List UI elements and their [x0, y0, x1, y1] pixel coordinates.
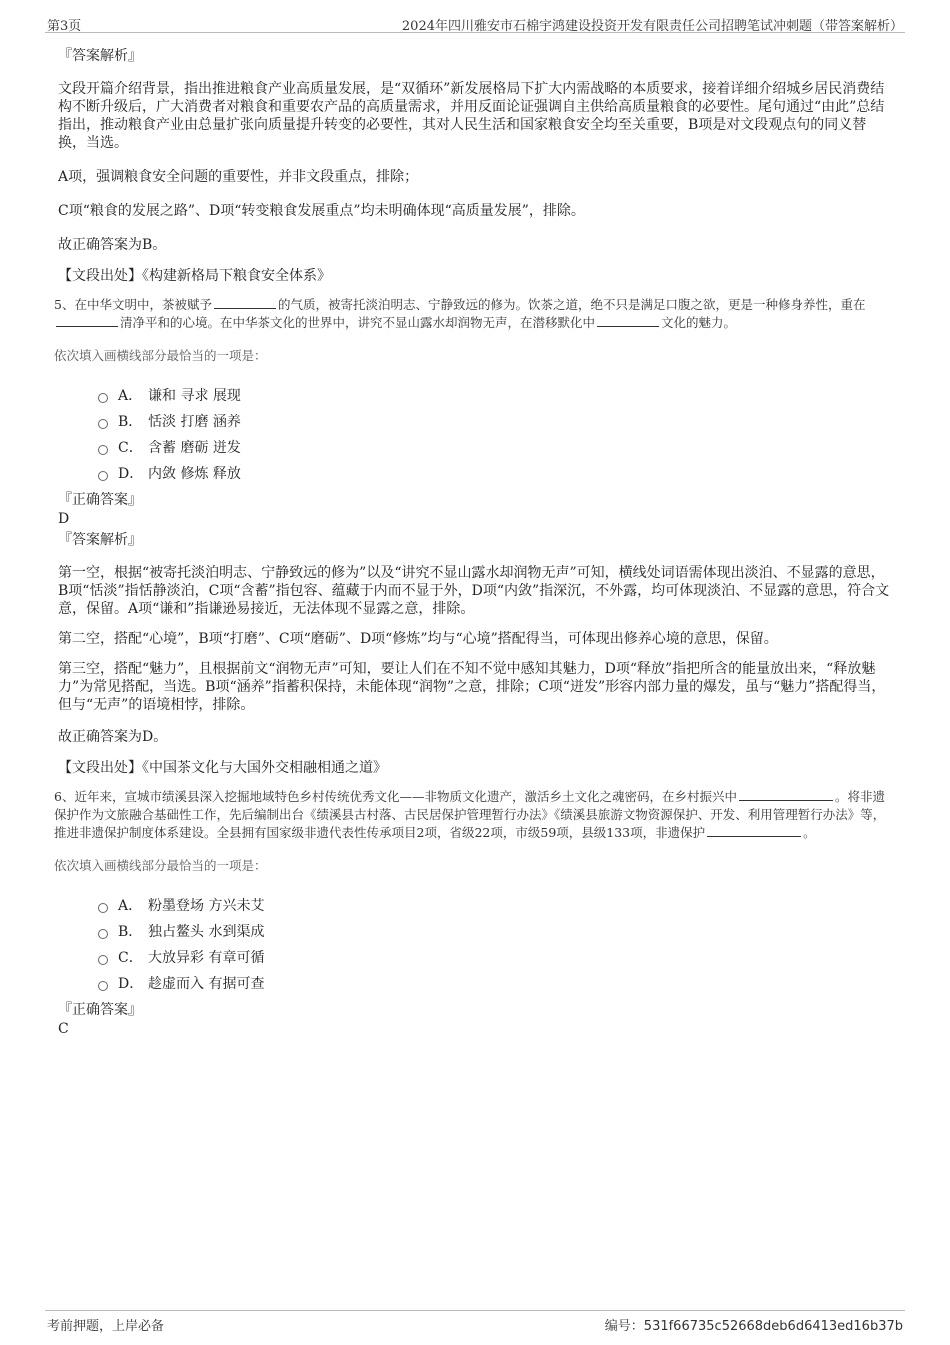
- q6-stem: 6、近年来，宣城市绩溪县深入挖掘地域特色乡村传统优秀文化——非物质文化遗产，激活乡土文化之魂密码，在乡村振兴中 。将非遗保护作为文旅融合基础性工作，先后编制出台《绩溪县古村落、古民居保护管理暂行办法》《绩溪县旅游文物资源保护、开发、利用管理暂行办法》等，推进非遗保护制度体系建设。全县拥有国家级非遗代表性传承项目2项，省级22项，市级59项，县级133项，非遗保护 。: [54, 789, 886, 840]
- q4-source: 【文段出处】《构建新格局下粮食安全体系》: [58, 268, 331, 284]
- footer-code: 编号：531f66735c52668deb6d6413ed16b37b: [604, 1319, 903, 1334]
- q6-option-c[interactable]: C． 大放异彩 有章可循: [98, 944, 893, 970]
- q5-source: 【文段出处】《中国茶文化与大国外交相融相通之道》: [58, 760, 387, 776]
- q5-analysis-p4: 故正确答案为D。: [58, 729, 168, 745]
- q4-analysis-label: 『答案解析』: [58, 48, 142, 64]
- q5-option-d[interactable]: D． 内敛 修炼 释放: [98, 460, 893, 486]
- q5-option-c[interactable]: C． 含蓄 磨砺 迸发: [98, 434, 893, 460]
- q4-analysis-p1: 文段开篇介绍背景，指出推进粮食产业高质量发展，是“双循环”新发展格局下扩大内需战略的本质要求，接着详细介绍城乡居民消费结构不断升级后，广大消费者对粮食和重要农产品的高质量需求，并用反面论证强调自主供给高质量粮食的必要性。尾句通过“由此”总结指出，推动粮食产业由总量扩张向质量提升转变的必要性，其对人民生活和国家粮食安全均至关重要，B项是对文段观点句的同义替换，当选。: [58, 81, 885, 151]
- q5-analysis-label: 『答案解析』: [58, 532, 142, 548]
- q5-stem: 5、在中华文明中，茶被赋予 的气质，被寄托淡泊明志、宁静致远的修为。饮茶之道，绝不只是满足口腹之欲，更是一种修身养性，重在清净平和的心境。在中华茶文化的世界中，讲究不显山露水却润物无声，在潜移默化中 文化的魅力。: [54, 297, 866, 330]
- radio-icon[interactable]: [98, 471, 108, 481]
- q5-prompt: 依次填入画横线部分最恰当的一项是：: [54, 348, 267, 363]
- q5-analysis-p1: 第一空，根据“被寄托淡泊明志、宁静致远的修为”以及“讲究不显山露水却润物无声”可知，横线处词语需体现出淡泊、不显露的意思，B项“恬淡”指恬静淡泊，C项“含蓄”指包容、蕴藏于内而不显于外，D项“内敛”指深沉，不外露，均可体现淡泊、不显露的意思，符合文意，保留。A项“谦和”指谦逊易接近，无法体现不显露之意，排除。: [58, 565, 890, 617]
- q6-option-b[interactable]: B． 独占鳌头 水到渠成: [98, 918, 893, 944]
- q4-analysis-p4: 故正确答案为B。: [58, 237, 167, 253]
- q5-blank-1: [214, 296, 276, 309]
- q6-answer: C: [58, 1021, 69, 1037]
- q6-blank-1: [739, 788, 833, 801]
- radio-icon[interactable]: [98, 393, 108, 403]
- q6-blank-2: [707, 824, 801, 837]
- radio-icon[interactable]: [98, 981, 108, 991]
- document-title: 2024年四川雅安市石棉宇鸿建设投资开发有限责任公司招聘笔试冲刺题（带答案解析）: [401, 19, 903, 34]
- q6-prompt: 依次填入画横线部分最恰当的一项是：: [54, 858, 267, 873]
- q5-option-a[interactable]: A． 谦和 寻求 展现: [98, 382, 893, 408]
- radio-icon[interactable]: [98, 445, 108, 455]
- q5-answer: D: [58, 511, 70, 527]
- q5-options: [98, 382, 893, 486]
- page-number: 第3页: [47, 19, 82, 34]
- page-content: [54, 46, 893, 1038]
- footer-slogan: 考前押题，上岸必备: [47, 1319, 165, 1334]
- radio-icon[interactable]: [98, 955, 108, 965]
- radio-icon[interactable]: [98, 903, 108, 913]
- radio-icon[interactable]: [98, 929, 108, 939]
- page-footer: [45, 1310, 905, 1333]
- q6-answer-label: 『正确答案』: [58, 1002, 142, 1018]
- page-header: [45, 12, 905, 33]
- q4-analysis-p3: C项“粮食的发展之路”、D项“转变粮食发展重点”均未明确体现“高质量发展”，排除。: [58, 203, 585, 219]
- q5-option-b[interactable]: B． 恬淡 打磨 涵养: [98, 408, 893, 434]
- q5-blank-3: [597, 314, 659, 327]
- q4-analysis-p2: A项，强调粮食安全问题的重要性，并非文段重点，排除；: [58, 169, 419, 185]
- q5-analysis-p3: 第三空，搭配“魅力”，且根据前文“润物无声”可知，要让人们在不知不觉中感知其魅力，D项“释放”指把所含的能量放出来，“释放魅力”为常见搭配，当选。B项“涵养”指蓄积保持，未能体现“润物”之意，排除；C项“迸发”形容内部力量的爆发，虽与“魅力”搭配得当，但与“无声”的语境相悖，排除。: [58, 661, 886, 713]
- q5-answer-label: 『正确答案』: [58, 492, 142, 508]
- q5-blank-2: [56, 314, 118, 327]
- q6-option-d[interactable]: D． 趁虚而入 有据可查: [98, 970, 893, 996]
- q5-analysis-p2: 第二空，搭配“心境”，B项“打磨”、C项“磨砺”、D项“修炼”均与“心境”搭配得当，可体现出修养心境的意思，保留。: [58, 631, 778, 647]
- q6-option-a[interactable]: A． 粉墨登场 方兴未艾: [98, 892, 893, 918]
- radio-icon[interactable]: [98, 419, 108, 429]
- q6-options: [98, 892, 893, 996]
